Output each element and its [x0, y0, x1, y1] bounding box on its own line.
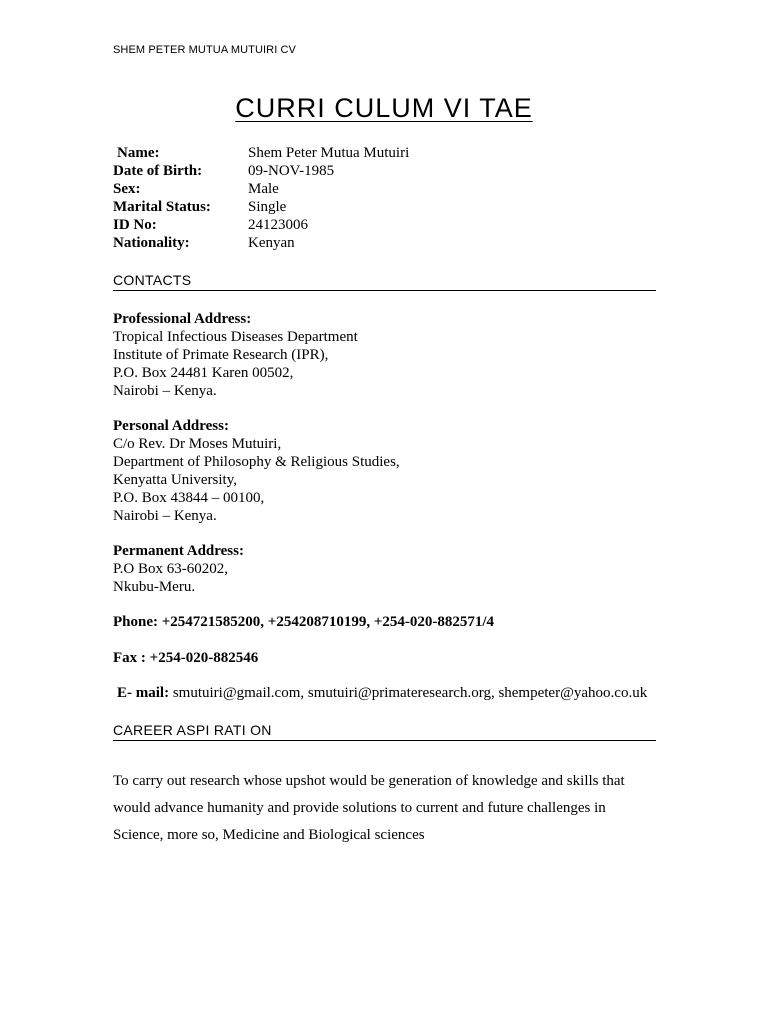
permanent-address-label: Permanent Address:	[113, 543, 244, 559]
career-aspiration-heading: CAREER ASPI RATI ON	[113, 722, 656, 741]
address-line: P.O. Box 24481 Karen 00502,	[113, 365, 294, 381]
address-line: P.O Box 63-60202,	[113, 561, 229, 577]
detail-value: 09-NOV-1985	[248, 163, 335, 179]
phone-numbers: Phone: +254721585200, +254208710199, +254-020-882571/4	[113, 614, 495, 630]
career-aspiration-text: To carry out research whose upshot would be generation of knowledge and skills that would advance humanity and provide solutions to current and future challenges in Science, more so, Medicine and Biological sciences	[113, 773, 625, 843]
detail-row-nationality	[113, 234, 409, 252]
detail-value: Shem Peter Mutua Mutuiri	[248, 145, 410, 161]
detail-row-id-number	[113, 216, 409, 234]
detail-label: Nationality:	[113, 235, 190, 251]
address-line: C/o Rev. Dr Moses Mutuiri,	[113, 436, 282, 452]
detail-row-name	[113, 144, 409, 162]
personal-details	[113, 144, 409, 252]
professional-address	[113, 310, 358, 400]
address-line: Nairobi – Kenya.	[113, 383, 217, 399]
detail-label: Date of Birth:	[113, 163, 203, 179]
detail-label: Name:	[117, 145, 160, 161]
personal-address	[113, 417, 400, 525]
detail-row-sex	[113, 180, 409, 198]
address-line: Nairobi – Kenya.	[113, 508, 217, 524]
fax-number: Fax : +254-020-882546	[113, 650, 259, 666]
permanent-address	[113, 542, 244, 596]
detail-label: Marital Status:	[113, 199, 211, 215]
address-line: Tropical Infectious Diseases Department	[113, 329, 358, 345]
email-addresses: smutuiri@gmail.com, smutuiri@primateresearch.org, shempeter@yahoo.co.uk	[172, 685, 648, 701]
address-line: Institute of Primate Research (IPR),	[113, 347, 329, 363]
document-title: CURRI CULUM VI TAE	[235, 93, 533, 123]
email-label: E- mail:	[117, 685, 170, 701]
detail-value: Male	[248, 181, 279, 197]
professional-address-label: Professional Address:	[113, 311, 252, 327]
detail-row-dob	[113, 162, 409, 180]
address-line: Nkubu-Meru.	[113, 579, 196, 595]
detail-value: Single	[248, 199, 287, 215]
address-line: Kenyatta University,	[113, 472, 237, 488]
detail-label: Sex:	[113, 181, 141, 197]
contacts-heading: CONTACTS	[113, 272, 656, 291]
address-line: P.O. Box 43844 – 00100,	[113, 490, 265, 506]
email-line	[117, 684, 647, 702]
personal-address-label: Personal Address:	[113, 418, 229, 434]
address-line: Department of Philosophy & Religious Studies,	[113, 454, 400, 470]
page-header-note: SHEM PETER MUTUA MUTUIRI CV	[113, 44, 296, 56]
detail-row-marital-status	[113, 198, 409, 216]
detail-label: ID No:	[113, 217, 157, 233]
detail-value: 24123006	[248, 217, 308, 233]
detail-value: Kenyan	[248, 235, 295, 251]
